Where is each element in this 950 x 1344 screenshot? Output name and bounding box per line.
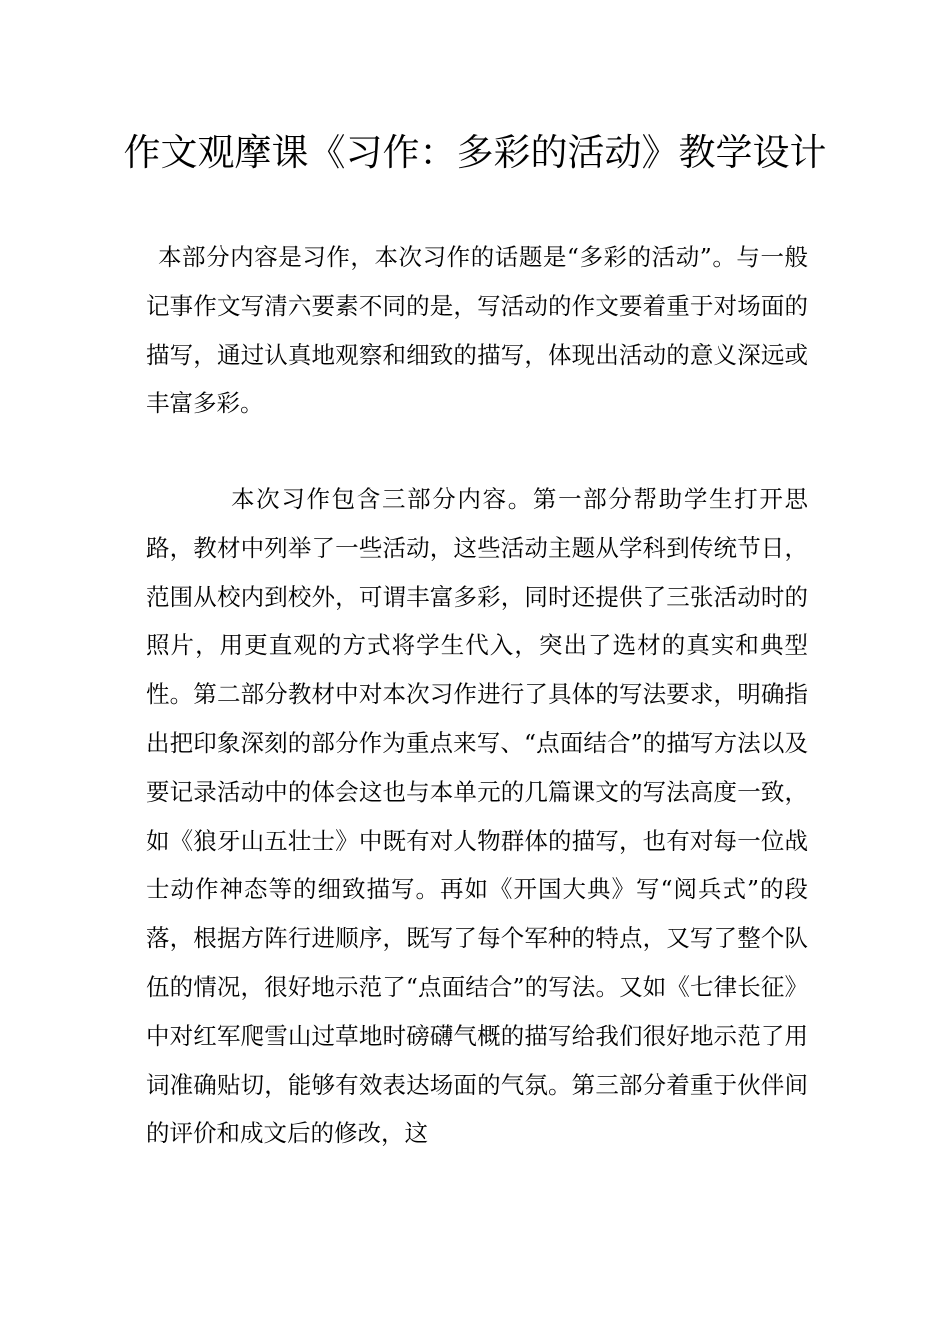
paragraph-content-overview: 本次习作包含三部分内容。第一部分帮助学生打开思路，教材中列举了一些活动，这些活动主题从学科到传统节日，范围从校内到校外，可谓丰富多彩，同时还提供了三张活动时的照片，用更直观的方式将学生代入，突出了选材的真实和典型性。第二部分教材中对本次习作进行了具体的写法要求，明确指出把印象深刻的部分作为重点来写、“点面结合”的描写方法以及要记录活动中的体会这也与本单元的几篇课文的写法高度一致，如《狼牙山五壮士》中既有对人物群体的描写，也有对每一位战士动作神态等的细致描写。再如《开国大典》写“阅兵式”的段落，根据方阵行进顺序，既写了每个军种的特点，又写了整个队伍的情况，很好地示范了“点面结合”的写法。又如《七律长征》中对红军爬雪山过草地时磅礴气概的描写给我们很好地示范了用词准确贴切，能够有效表达场面的气氛。第三部分着重于伙伴间的评价和成文后的修改，这 (146, 485, 808, 1148)
paragraph-intro: 本部分内容是习作，本次习作的话题是“多彩的活动”。与一般记事作文写清六要素不同的是，写活动的作文要着重于对场面的描写，通过认真地观察和细致的描写，体现出活动的意义深远或丰富多彩。 (146, 243, 808, 418)
document-title: 作文观摩课《习作：多彩的活动》教学设计 (123, 131, 827, 174)
